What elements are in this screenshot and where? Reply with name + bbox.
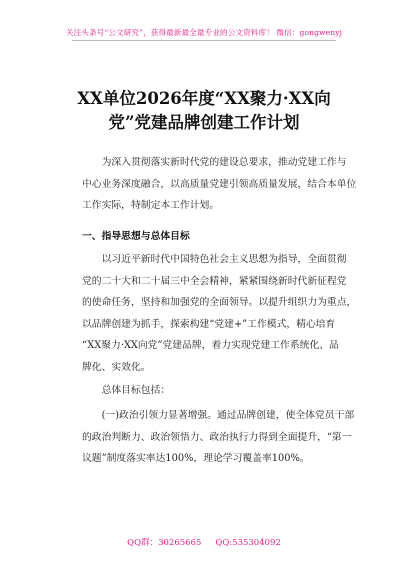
goal-1-paragraph <box>82 405 355 470</box>
intro-paragraph <box>82 152 357 217</box>
footer-qq-group: QQ群：30265665 <box>127 538 202 548</box>
section-1-line-4: 以品牌创建为抓手，探索构建“党建+”工作模式，精心培育 <box>82 318 336 330</box>
document-title <box>70 87 338 135</box>
footer-contact <box>0 536 408 548</box>
section-1-line-1: 以习近平新时代中国特色社会主义思想为指导，全面贯彻 <box>101 254 347 265</box>
intro-line-2: 中心业务深度融合，以高质量党建引领高质量发展，结合本单位 <box>82 178 357 190</box>
section-1-line-2: 党的二十大和二十届三中全会精神，紧紧围绕新时代新征程党 <box>82 275 347 287</box>
section-1-paragraph <box>82 249 357 378</box>
section-1-heading: 一、指导思想与总体目标 <box>82 231 190 242</box>
goal-1-line-1: (一)政治引领力显著增强。通过品牌创建，使全体党员干部 <box>101 410 355 421</box>
goals-intro-line: 总体目标包括： <box>101 385 171 396</box>
section-1-line-3: 的使命任务，坚持和加强党的全面领导。以提升组织力为重点， <box>82 297 357 308</box>
goal-1-line-2: 的政治判断力、政治领悟力、政治执行力得到全面提升，“第一 <box>82 431 352 443</box>
goals-intro <box>82 380 336 402</box>
section-1-line-5: “XX聚力·XX向党”党建品牌，着力实现党建工作系统化、品 <box>82 340 339 351</box>
intro-line-3: 工作实际，特制定本工作计划。 <box>82 200 220 211</box>
footer-qq: QQ:535304092 <box>215 538 281 548</box>
header-banner: 关注头条号“公文研究”，获得最新最全最专业的公文资料库！ 微信：gongwenyj <box>65 28 343 37</box>
header-divider <box>72 40 336 41</box>
section-1-line-6: 牌化、实效化。 <box>82 361 151 373</box>
title-line-1: XX单位2026年度“XX聚力·XX向 <box>77 89 331 108</box>
goal-1-line-3: 议题”制度落实率达100%，理论学习覆盖率100%。 <box>82 453 310 464</box>
title-line-2: 党”党建品牌创建工作计划 <box>108 113 300 132</box>
intro-line-1: 为深入贯彻落实新时代党的建设总要求，推动党建工作与 <box>101 157 347 168</box>
